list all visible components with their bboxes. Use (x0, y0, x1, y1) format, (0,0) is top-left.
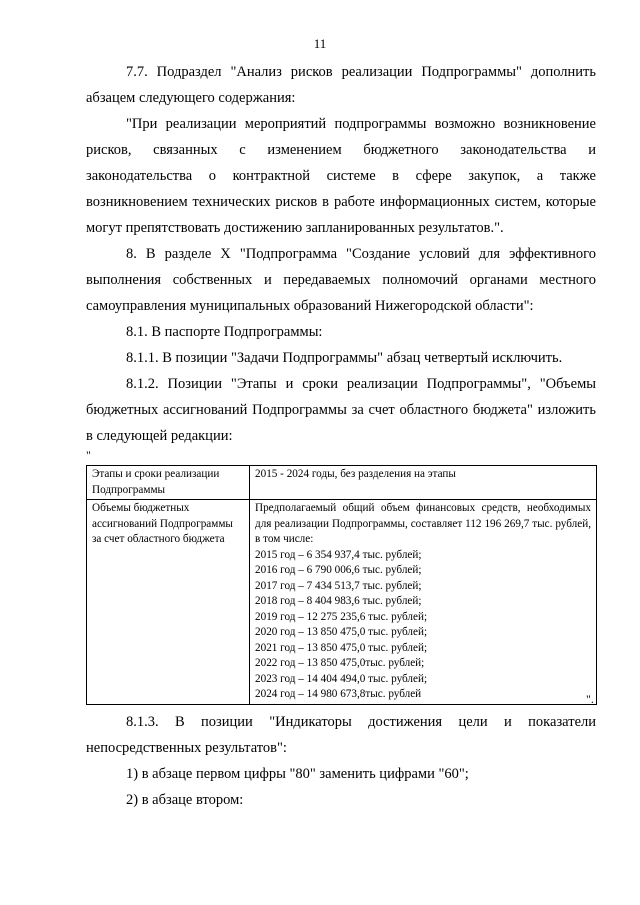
passport-table (86, 465, 597, 705)
budget-year-line: 2021 год – 13 850 475,0 тыс. рублей; (255, 641, 428, 654)
table-row (87, 500, 597, 705)
budget-year-line: 2023 год – 14 404 494,0 тыс. рублей; (255, 672, 428, 685)
paragraph-8-1-1: 8.1.1. В позиции "Задачи Подпрограммы" абзац четвертый исключить. (126, 350, 563, 366)
page-number: 11 (313, 36, 327, 51)
budget-year-line: 2017 год – 7 434 513,7 тыс. рублей; (255, 579, 422, 592)
paragraph-item-2: 2) в абзаце втором: (126, 792, 244, 808)
budget-year-line: 2020 год – 13 850 475,0 тыс. рублей; (255, 626, 428, 638)
budget-year-line: 2015 год – 6 354 937,4 тыс. рублей; (255, 548, 422, 561)
closing-quote: ". (586, 692, 594, 706)
row-label-stages: Этапы и сроки реализации Подпрограммы (87, 466, 250, 500)
row-value-stages: 2015 - 2024 годы, без разделения на этапы (250, 466, 597, 500)
paragraph-quote-risks: "При реализации мероприятий подпрограммы возможно возникновение рисков, связанных с изменением бюджетного законодательства и законодательства о контрактной системе в сфере закупок, а также возникновением технических рисков в работе информационных систем, которые могут препятствовать достижению запланированных результатов.". (86, 116, 596, 236)
budget-year-line: 2018 год – 8 404 983,6 тыс. рублей; (255, 595, 422, 607)
budget-year-line: 2022 год – 13 850 475,0тыс. рублей; (255, 657, 425, 669)
row-value-budget (250, 500, 597, 705)
table-row (87, 466, 597, 500)
paragraph-7-7: 7.7. Подраздел "Анализ рисков реализации Подпрограммы" дополнить абзацем следующего содержания: (86, 64, 596, 106)
budget-year-line: 2019 год – 12 275 235,6 тыс. рублей; (255, 610, 428, 623)
budget-year-line: 2024 год – 14 980 673,8тыс. рублей (255, 688, 422, 700)
budget-intro: Предполагаемый общий объем финансовых средств, необходимых для реализации Подпрограммы, составляет 112 196 269,7 тыс. рублей, в том числе: (255, 502, 591, 545)
row-label-budget: Объемы бюджетных ассигнований Подпрограммы за счет областного бюджета (87, 500, 250, 705)
paragraph-8-1-3: 8.1.3. В позиции "Индикаторы достижения цели и показатели непосредственных результатов": (86, 714, 596, 756)
paragraph-8-1: 8.1. В паспорте Подпрограммы: (126, 324, 323, 340)
opening-quote: " (86, 448, 91, 462)
paragraph-8-1-2: 8.1.2. Позиции "Этапы и сроки реализации Подпрограммы", "Объемы бюджетных ассигнований Подпрограммы за счет областного бюджета" изложить в следующей редакции: (86, 376, 596, 444)
paragraph-8: 8. В разделе X "Подпрограмма "Создание условий для эффективного выполнения собственных и передаваемых полномочий органами местного самоуправления муниципальных образований Нижегородской области": (86, 246, 596, 314)
paragraph-item-1: 1) в абзаце первом цифры "80" заменить цифрами "60"; (126, 766, 469, 782)
budget-year-line: 2016 год – 6 790 006,6 тыс. рублей; (255, 564, 422, 576)
